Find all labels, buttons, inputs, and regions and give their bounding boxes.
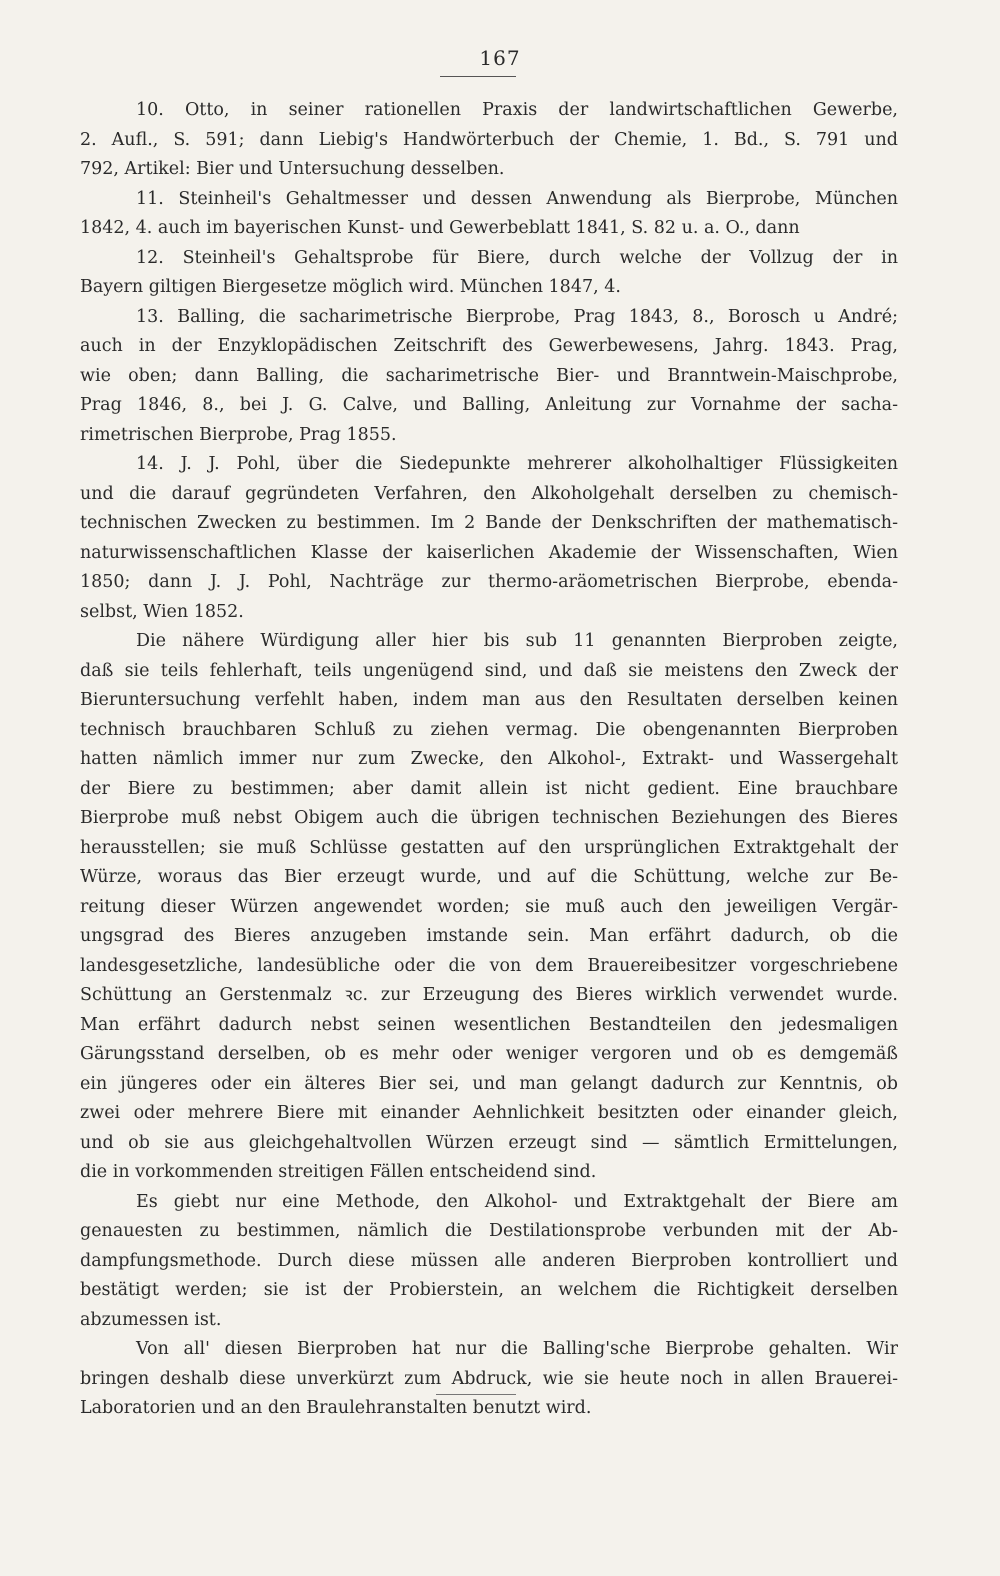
text-line: technischen Zwecken zu bestimmen. Im 2 Bande der Denkschriften der mathematisch- (80, 513, 898, 533)
text-line: landesgesetzliche, landesübliche oder die von dem Brauereibesitzer vorgeschriebene (80, 955, 898, 976)
text-line: Es giebt nur eine Methode, den Alkohol- und Extraktgehalt der Biere am (136, 1191, 898, 1212)
text-line: bestätigt werden; sie ist der Probierstein, an welchem die Richtigkeit derselben (80, 1280, 898, 1300)
paragraph (80, 96, 898, 185)
text-line: die in vorkommenden streitigen Fällen entscheidend sind. (80, 1162, 597, 1182)
text-line: und die darauf gegründeten Verfahren, den Alkoholgehalt derselben zu chemisch- (80, 483, 898, 504)
text-line: 14. J. J. Pohl, über die Siedepunkte mehrerer alkoholhaltiger Flüssigkeiten (136, 454, 898, 474)
text-line: abzumessen ist. (80, 1309, 222, 1330)
text-line: 11. Steinheil's Gehaltmesser und dessen Anwendung als Bierprobe, München (136, 188, 898, 209)
text-line: wie oben; dann Balling, die sacharimetrische Bier- und Branntwein-Maischprobe, (80, 365, 898, 386)
text-line: Gärungsstand derselben, ob es mehr oder weniger vergoren und ob es demgemäß (80, 1044, 898, 1064)
text-line: ungsgrad des Bieres anzugeben imstande sein. Man erfährt dadurch, ob die (80, 926, 898, 946)
text-line: selbst, Wien 1852. (80, 601, 244, 622)
text-line: 13. Balling, die sacharimetrische Bierprobe, Prag 1843, 8., Borosch u André; (136, 306, 898, 327)
text-line: Bieruntersuchung verfehlt haben, indem man aus den Resultaten derselben keinen (80, 690, 898, 710)
paragraph (80, 450, 898, 627)
page-number-rule (440, 76, 516, 77)
text-line: Prag 1846, 8., bei J. G. Calve, und Balling, Anleitung zur Vornahme der sacha- (80, 395, 898, 415)
text-line: Bierprobe muß nebst Obigem auch die übrigen technischen Beziehungen des Bieres (80, 808, 898, 828)
text-line: herausstellen; sie muß Schlüsse gestatten auf den ursprünglichen Extraktgehalt der (80, 837, 898, 858)
text-line: Von all' diesen Bierproben hat nur die Balling'sche Bierprobe gehalten. Wir (136, 1339, 898, 1359)
text-line: 792, Artikel: Bier und Untersuchung desselben. (80, 159, 505, 179)
text-line: auch in der Enzyklopädischen Zeitschrift des Gewerbewesens, Jahrg. 1843. Prag, (80, 336, 898, 356)
text-line: und ob sie aus gleichgehaltvollen Würzen erzeugt sind — sämtlich Ermittelungen, (80, 1132, 898, 1153)
paragraph (80, 1335, 898, 1424)
paragraph (80, 627, 898, 1188)
text-line: Bayern giltigen Biergesetze möglich wird. München 1847, 4. (80, 277, 621, 297)
text-line: 1850; dann J. J. Pohl, Nachträge zur thermo-aräometrischen Bierprobe, ebenda- (80, 572, 898, 592)
text-line: ein jüngeres oder ein älteres Bier sei, und man gelangt dadurch zur Kenntnis, ob (80, 1073, 898, 1094)
text-block (80, 96, 898, 1424)
text-line: Laboratorien und an den Braulehranstalten benutzt wird. (80, 1398, 592, 1418)
text-line: bringen deshalb diese unverkürzt zum Abdruck, wie sie heute noch in allen Brauerei- (80, 1368, 898, 1389)
text-line: rimetrischen Bierprobe, Prag 1855. (80, 424, 397, 445)
text-line: 12. Steinheil's Gehaltsprobe für Biere, durch welche der Vollzug der in (136, 247, 898, 268)
end-rule (436, 1394, 516, 1395)
page-number: 167 (479, 46, 521, 70)
text-line: technisch brauchbaren Schluß zu ziehen vermag. Die obengenannten Bierproben (80, 719, 898, 740)
text-line: 10. Otto, in seiner rationellen Praxis der landwirtschaftlichen Gewerbe, (136, 100, 898, 120)
text-line: genauesten zu bestimmen, nämlich die Destilationsprobe verbunden mit der Ab- (80, 1221, 898, 1241)
paragraph (80, 244, 898, 303)
text-line: reitung dieser Würzen angewendet worden; sie muß auch den jeweiligen Vergär- (80, 896, 898, 917)
text-line: Würze, woraus das Bier erzeugt wurde, und auf die Schüttung, welche zur Be- (80, 867, 898, 887)
text-line: Man erfährt dadurch nebst seinen wesentlichen Bestandteilen den jedesmaligen (80, 1014, 898, 1035)
text-line: Die nähere Würdigung aller hier bis sub 11 genannten Bierproben zeigte, (136, 631, 898, 651)
text-line: 2. Aufl., S. 591; dann Liebig's Handwörterbuch der Chemie, 1. Bd., S. 791 und (80, 129, 898, 150)
text-line: Schüttung an Gerstenmalz ꝛc. zur Erzeugung des Bieres wirklich verwendet wurde. (80, 985, 898, 1005)
text-line: 1842, 4. auch im bayerischen Kunst- und Gewerbeblatt 1841, S. 82 u. a. O., dann (80, 218, 800, 238)
text-line: dampfungsmethode. Durch diese müssen alle anderen Bierproben kontrolliert und (80, 1250, 898, 1271)
paragraph (80, 303, 898, 451)
text-line: zwei oder mehrere Biere mit einander Aehnlichkeit besitzten oder einander gleich, (80, 1103, 898, 1123)
text-line: daß sie teils fehlerhaft, teils ungenügend sind, und daß sie meistens den Zweck der (80, 660, 898, 681)
paragraph (80, 1188, 898, 1336)
text-line: der Biere zu bestimmen; aber damit allein ist nicht gedient. Eine brauchbare (80, 778, 898, 799)
paragraph (80, 185, 898, 244)
text-line: hatten nämlich immer nur zum Zwecke, den Alkohol-, Extrakt- und Wassergehalt (80, 749, 898, 769)
text-line: naturwissenschaftlichen Klasse der kaiserlichen Akademie der Wissenschaften, Wien (80, 542, 898, 563)
